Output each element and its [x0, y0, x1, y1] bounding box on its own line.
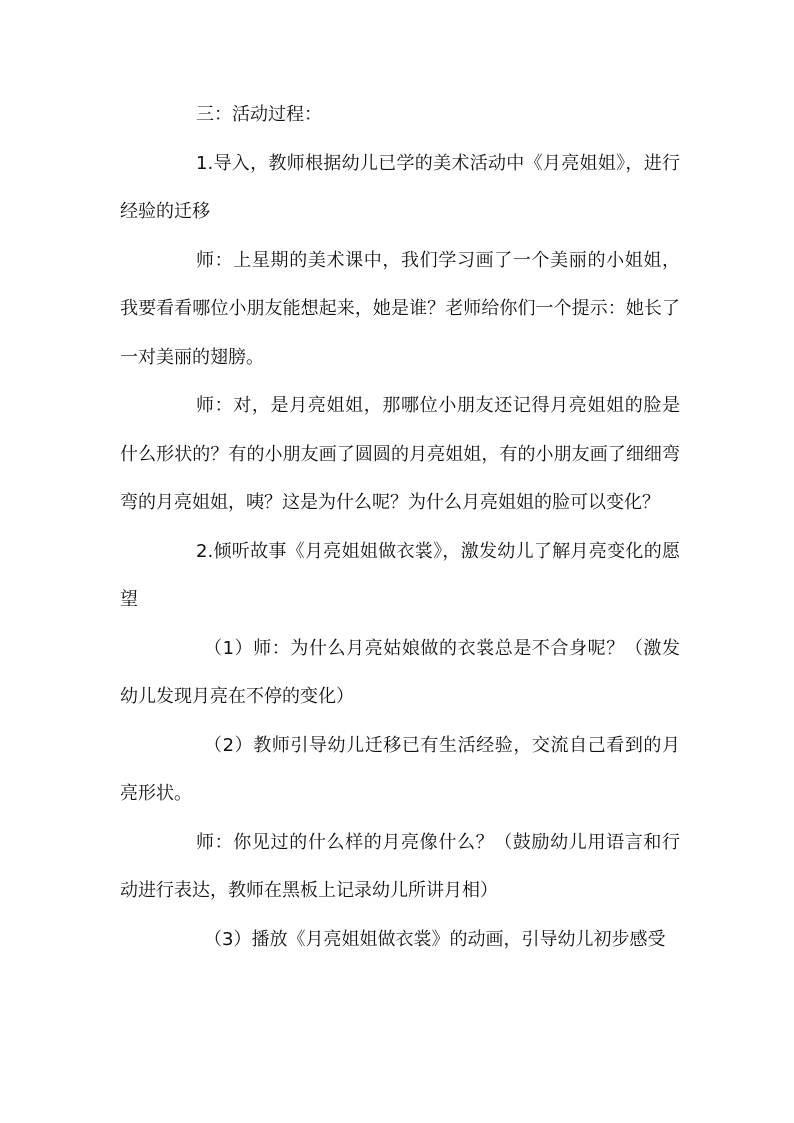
paragraph-step-1: 1.导入，教师根据幼儿已学的美术活动中《月亮姐姐》，进行经验的迁移	[120, 152, 680, 222]
document-body	[120, 91, 680, 964]
paragraph-step-2: 2.倾听故事《月亮姐姐做衣裳》，激发幼儿了解月亮变化的愿望	[120, 540, 680, 610]
paragraph-substep-2: （2）教师引导幼儿迁移已有生活经验，交流自己看到的月亮形状。	[120, 734, 680, 804]
paragraph-teacher-moon-face: 师：对，是月亮姐姐，那哪位小朋友还记得月亮姐姐的脸是什么形状的？有的小朋友画了圆圆的月亮姐姐，有的小朋友画了细细弯弯的月亮姐姐，咦？这是为什么呢？为什么月亮姐姐的脸可以变化？	[120, 395, 680, 513]
paragraph-teacher-intro: 师：上星期的美术课中，我们学习画了一个美丽的小姐姐，我要看看哪位小朋友能想起来，她是谁？老师给你们一个提示：她长了一对美丽的翅膀。	[120, 249, 680, 368]
paragraph-substep-1: （1）师：为什么月亮姑娘做的衣裳总是不合身呢？（激发幼儿发现月亮在不停的变化）	[120, 637, 680, 707]
paragraph-substep-3: （3）播放《月亮姐姐做衣裳》的动画，引导幼儿初步感受	[204, 928, 666, 950]
paragraph-teacher-question: 师：你见过的什么样的月亮像什么？（鼓励幼儿用语言和行动进行表达，教师在黑板上记录幼儿所讲月相）	[120, 831, 680, 901]
section-heading: 三：活动过程：	[196, 104, 322, 125]
